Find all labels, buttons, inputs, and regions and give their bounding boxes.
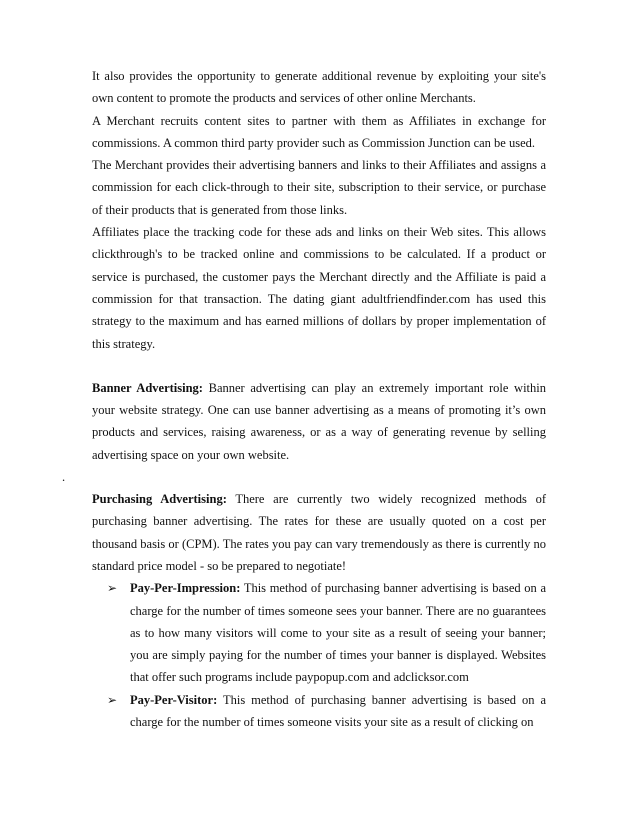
- paragraph-banner-advertising: [92, 377, 546, 466]
- purchasing-advertising-text: There are currently two widely recognized methods of purchasing banner advertising. The rates for these are usually quoted on a cost per thousand basis or (CPM). The rates you pay can vary tremendously as there is currently no standard price model - so be prepared to negotiate!: [92, 492, 546, 573]
- paragraph-purchasing-advertising: [92, 488, 546, 577]
- pay-per-impression-text: This method of purchasing banner advertising is based on a charge for the number of times someone sees your banner. There are no guarantees as to how many visitors will come to your site as a result of seeing your banner; you are simply paying for the number of times your banner is displayed. Websites that offer such programs include paypopup.com and adclicksor.com: [130, 581, 546, 685]
- banner-advertising-heading: Banner Advertising:: [92, 380, 203, 395]
- list-item-pay-per-impression: [107, 577, 546, 688]
- purchasing-advertising-heading: Purchasing Advertising:: [92, 492, 227, 507]
- list-item-pay-per-visitor: [107, 689, 546, 734]
- pay-per-visitor-text: This method of purchasing banner advertising is based on a charge for the number of times someone visits your site as a result of clicking on: [130, 692, 546, 730]
- stray-mark-line: [62, 466, 546, 488]
- paragraph-affiliate-intro: It also provides the opportunity to generate additional revenue by exploiting your site's own content to promote the products and services of other online Merchants.: [92, 69, 546, 106]
- pay-per-visitor-heading: Pay-Per-Visitor:: [130, 692, 218, 707]
- arrow-bullet-icon: ➢: [107, 692, 118, 707]
- stray-dot: .: [62, 470, 66, 485]
- arrow-bullet-icon: ➢: [107, 581, 118, 596]
- pay-per-impression-heading: Pay-Per-Impression:: [130, 581, 241, 596]
- paragraph-merchant-recruits: A Merchant recruits content sites to partner with them as Affiliates in exchange for commissions. A common third party provider such as Commission Junction can be used.: [92, 113, 546, 150]
- paragraph-affiliates-tracking: Affiliates place the tracking code for these ads and links on their Web sites. This allows clickthrough's to be tracked online and commissions to be calculated. If a product or service is purchased, the customer pays the Merchant directly and the Affiliate is paid a commission for that transaction. The dating giant adultfriendfinder.com has used this strategy to the maximum and has earned millions of dollars by proper implementation of this strategy.: [92, 225, 546, 351]
- paragraph-spacer: [92, 355, 546, 377]
- pricing-methods-list: [92, 577, 546, 733]
- paragraph-merchant-provides: The Merchant provides their advertising banners and links to their Affiliates and assigns a commission for each click-through to their site, subscription to their service, or purchase of their products that is generated from those links.: [92, 158, 546, 217]
- banner-advertising-text: Banner advertising can play an extremely important role within your website strategy. One can use banner advertising as a means of promoting it’s own products and services, raising awareness, or as a way of generating revenue by selling advertising space on your own website.: [92, 380, 546, 462]
